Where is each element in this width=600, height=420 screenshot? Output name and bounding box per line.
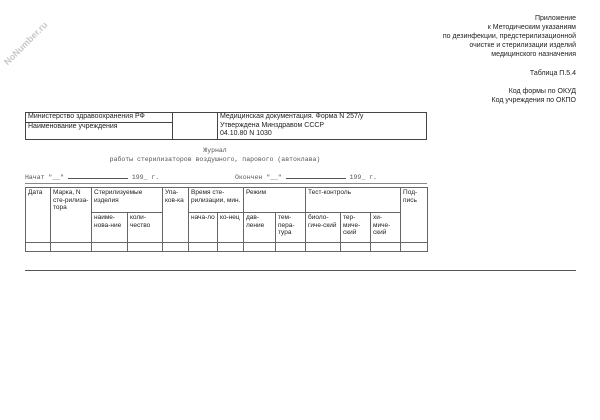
appendix-line: медицинского назначения bbox=[491, 51, 576, 58]
cell[interactable] bbox=[371, 243, 401, 252]
col-package: Упа-ков-ка bbox=[163, 188, 189, 243]
cell[interactable] bbox=[51, 243, 92, 252]
col-bio: биоло-гиче-ский bbox=[306, 213, 341, 243]
col-date: Дата bbox=[26, 188, 51, 243]
appendix-line: к Методическим указаниям bbox=[487, 24, 576, 31]
col-thermal: тер-миче-ский bbox=[341, 213, 371, 243]
cell[interactable] bbox=[276, 243, 306, 252]
col-brand: Марка, N сте-рилиза-тора bbox=[51, 188, 92, 243]
title-line: Журнал bbox=[203, 147, 227, 154]
cell[interactable] bbox=[128, 243, 163, 252]
col-chem: хи-миче-ский bbox=[371, 213, 401, 243]
appendix-line: по дезинфекции, предстерилизационной bbox=[442, 33, 576, 40]
ended-label: Окончен "__" bbox=[235, 174, 282, 181]
cell[interactable] bbox=[306, 243, 341, 252]
watermark: NoNumber.ru bbox=[2, 19, 50, 68]
okpo-code: Код учреждения по ОКПО bbox=[491, 97, 576, 104]
ministry: Министерство здравоохранения РФ bbox=[26, 113, 173, 123]
col-item-name: наиме-нова-ние bbox=[92, 213, 128, 243]
col-pressure: дав-ление bbox=[244, 213, 276, 243]
appendix-line: очистке и стерилизации изделий bbox=[469, 42, 576, 49]
title-line: работы стерилизаторов воздушного, парового (автоклава) bbox=[109, 156, 321, 163]
journal-table bbox=[25, 187, 428, 252]
cell[interactable] bbox=[218, 243, 244, 252]
col-items: Стерилизуемые изделия bbox=[92, 188, 163, 213]
col-signature: Под-пись bbox=[401, 188, 428, 243]
ended-blank[interactable] bbox=[286, 172, 346, 179]
table-row bbox=[26, 243, 428, 252]
col-time: Время сте-рилизации, мин. bbox=[189, 188, 244, 213]
cell[interactable] bbox=[189, 243, 218, 252]
doc-line: 04.10.80 N 1030 bbox=[220, 130, 272, 137]
started-label: Начат "__" bbox=[25, 174, 65, 181]
appendix-line: Приложение bbox=[534, 15, 576, 22]
col-mode: Режим bbox=[244, 188, 306, 213]
divider bbox=[25, 183, 427, 184]
institution: Наименование учреждения bbox=[26, 122, 173, 139]
header-box bbox=[25, 112, 427, 140]
cell[interactable] bbox=[163, 243, 189, 252]
ended-field bbox=[235, 172, 377, 181]
divider bbox=[25, 270, 576, 271]
col-time-start: нача-ло bbox=[189, 213, 218, 243]
okud-code: Код формы по ОКУД bbox=[508, 88, 576, 95]
appendix-note bbox=[443, 14, 576, 59]
cell[interactable] bbox=[244, 243, 276, 252]
col-temperature: тем-пера-тура bbox=[276, 213, 306, 243]
col-test: Тест-контроль bbox=[306, 188, 401, 213]
cell[interactable] bbox=[401, 243, 428, 252]
col-item-qty: коли-чество bbox=[128, 213, 163, 243]
form-codes bbox=[492, 87, 577, 105]
cell[interactable] bbox=[26, 243, 51, 252]
col-time-end: ко-нец bbox=[218, 213, 244, 243]
cell[interactable] bbox=[92, 243, 128, 252]
started-year: 199_ г. bbox=[131, 174, 160, 181]
journal-title bbox=[0, 146, 430, 164]
doc-line: Медицинская документация. Форма N 257/у bbox=[220, 113, 364, 120]
doc-line: Утверждена Минздравом СССР bbox=[220, 121, 325, 129]
ended-year: 199_ г. bbox=[349, 174, 377, 181]
table-number: Таблица П.5.4 bbox=[529, 70, 576, 77]
doc-info bbox=[218, 113, 427, 140]
started-field bbox=[25, 172, 159, 181]
started-blank[interactable] bbox=[68, 172, 128, 179]
cell[interactable] bbox=[341, 243, 371, 252]
